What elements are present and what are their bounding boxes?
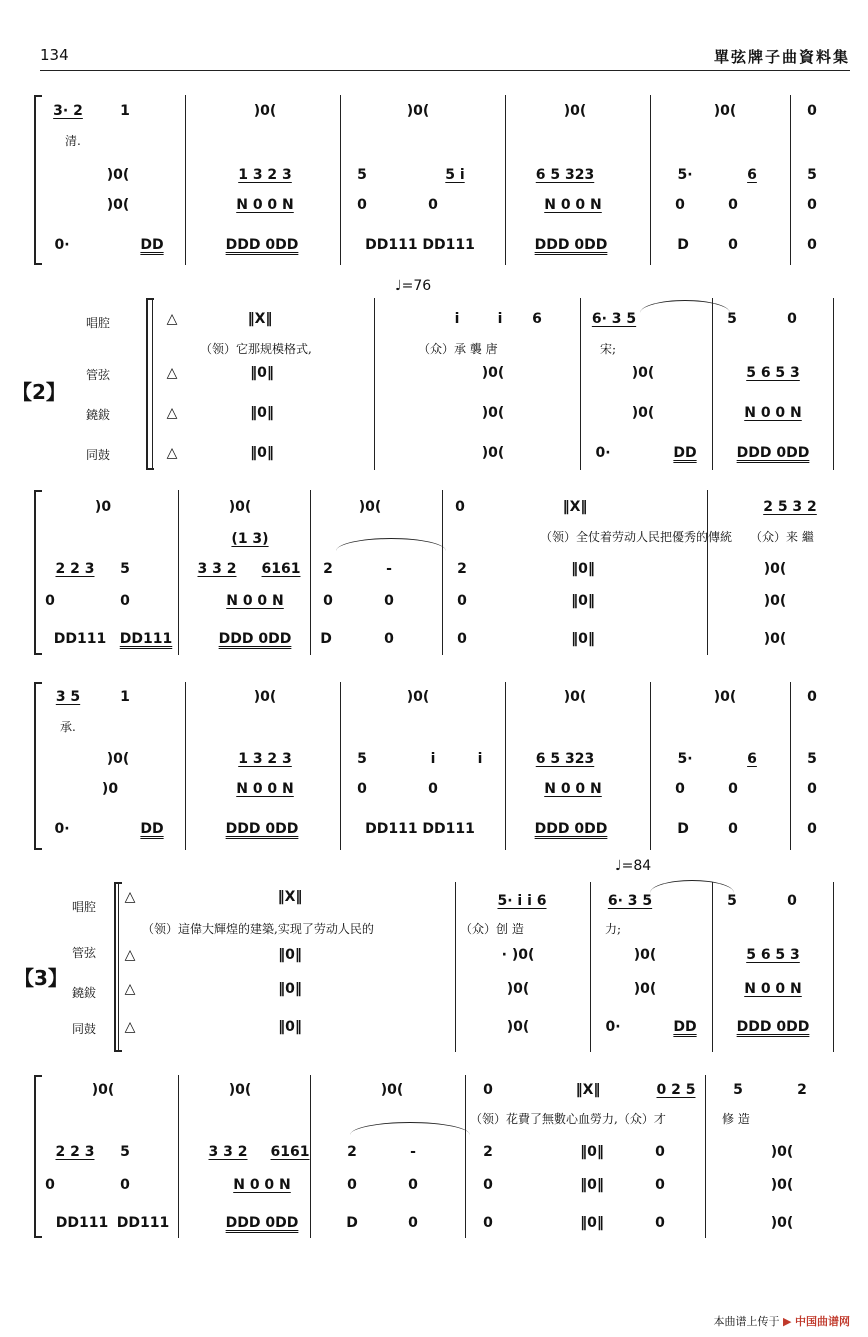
tempo-84: ♩=84: [615, 858, 652, 874]
system-brace: [34, 682, 36, 850]
barline: [442, 490, 443, 655]
notation-cell: 5: [120, 561, 130, 577]
notation-cell: ‖X‖: [247, 311, 273, 327]
notation-cell: 0: [45, 593, 55, 609]
lyric-text: 承.: [60, 720, 76, 734]
label-voice-3: 唱腔: [72, 900, 97, 914]
notation-cell: 0: [728, 237, 738, 253]
notation-cell: i: [454, 311, 460, 327]
notation-cell: DDD 0DD: [534, 821, 608, 837]
notation-cell: 0: [428, 197, 438, 213]
notation-cell: △: [124, 889, 136, 905]
notation-cell: 2: [797, 1082, 807, 1098]
notation-cell: )0(: [770, 1215, 794, 1231]
notation-cell: 0: [457, 631, 467, 647]
notation-cell: 5 6 5 3: [746, 947, 800, 963]
notation-cell: -: [386, 561, 392, 577]
lyric-text: 力;: [605, 922, 622, 936]
notation-cell: DD: [673, 1019, 697, 1035]
barline: [178, 490, 179, 655]
notation-cell: ‖X‖: [277, 889, 303, 905]
notation-cell: 0·: [54, 237, 70, 253]
notation-cell: 1: [120, 689, 130, 705]
header-rule: [40, 70, 850, 71]
notation-cell: )0(: [506, 981, 530, 997]
barline: [374, 298, 375, 470]
notation-cell: 1 3 2 3: [238, 751, 292, 767]
notation-cell: 5·: [677, 167, 693, 183]
system-brace: [34, 1075, 36, 1238]
notation-cell: i: [477, 751, 483, 767]
notation-cell: 5 i: [445, 167, 465, 183]
notation-cell: △: [124, 981, 136, 997]
notation-cell: D: [346, 1215, 358, 1231]
notation-cell: 1: [120, 103, 130, 119]
notation-cell: )0(: [481, 405, 505, 421]
notation-cell: )0(: [506, 1019, 530, 1035]
notation-cell: DDD 0DD: [534, 237, 608, 253]
notation-cell: )0(: [563, 689, 587, 705]
notation-cell: ‖0‖: [580, 1177, 604, 1193]
label-cymbals-2: 鐃鈸: [86, 408, 111, 422]
barline: [340, 95, 341, 265]
notation-cell: D: [320, 631, 332, 647]
notation-cell: ‖0‖: [580, 1215, 604, 1231]
lyric-text: 修 造: [722, 1112, 750, 1126]
notation-cell: 0: [408, 1215, 418, 1231]
notation-cell: N 0 0 N: [544, 781, 602, 797]
notation-cell: ‖X‖: [575, 1082, 601, 1098]
barline: [310, 490, 311, 655]
notation-cell: 3 3 2: [208, 1144, 248, 1160]
notation-cell: 0: [728, 781, 738, 797]
notation-cell: 2 2 3: [55, 561, 95, 577]
notation-cell: )0(: [713, 689, 737, 705]
slur: [350, 1122, 470, 1135]
notation-cell: 0·: [595, 445, 611, 461]
notation-cell: 5: [727, 311, 737, 327]
barline: [650, 682, 651, 850]
notation-cell: 0·: [605, 1019, 621, 1035]
notation-cell: 0·: [54, 821, 70, 837]
barline: [707, 490, 708, 655]
lyric-text: （领）全仗着劳动人民把優秀的傳統: [540, 530, 733, 544]
tempo-76: ♩=76: [395, 278, 432, 294]
page-number: 134: [40, 46, 69, 64]
notation-cell: )0(: [406, 103, 430, 119]
barline: [310, 1075, 311, 1238]
notation-cell: DDD 0DD: [225, 821, 299, 837]
notation-cell: N 0 0 N: [226, 593, 284, 609]
notation-cell: 3· 2: [53, 103, 83, 119]
barline: [178, 1075, 179, 1238]
notation-cell: )0(: [91, 1082, 115, 1098]
barline: [712, 298, 713, 470]
notation-cell: △: [124, 1019, 136, 1035]
barline: [705, 1075, 706, 1238]
notation-cell: N 0 0 N: [236, 781, 294, 797]
notation-cell: ‖0‖: [278, 1019, 302, 1035]
notation-cell: 1 3 2 3: [238, 167, 292, 183]
notation-cell: N 0 0 N: [544, 197, 602, 213]
notation-cell: ‖0‖: [278, 981, 302, 997]
notation-cell: 6 5 323: [535, 751, 595, 767]
notation-cell: 2 5 3 2: [763, 499, 817, 515]
notation-cell: i: [497, 311, 503, 327]
notation-cell: △: [166, 405, 178, 421]
notation-cell: 0: [323, 593, 333, 609]
notation-cell: 5 6 5 3: [746, 365, 800, 381]
notation-cell: DD111: [53, 631, 107, 647]
notation-cell: )0(: [563, 103, 587, 119]
notation-cell: 3 3 2: [197, 561, 237, 577]
system-brace: [34, 490, 36, 655]
barline: [580, 298, 581, 470]
notation-cell: ‖0‖: [571, 561, 595, 577]
notation-cell: 5: [807, 167, 817, 183]
notation-cell: 5: [727, 893, 737, 909]
notation-cell: 6161: [270, 1144, 310, 1160]
notation-cell: △: [166, 365, 178, 381]
notation-cell: 0: [428, 781, 438, 797]
notation-cell: 6 5 323: [535, 167, 595, 183]
lyric-text: （众）承 襲 唐: [418, 342, 498, 356]
notation-cell: D: [677, 821, 689, 837]
notation-cell: )0(: [770, 1144, 794, 1160]
notation-cell: 0: [457, 593, 467, 609]
slur: [650, 880, 734, 893]
notation-cell: )0(: [631, 365, 655, 381]
notation-cell: )0(: [631, 405, 655, 421]
barline: [650, 95, 651, 265]
label-cymbals-3: 鐃鈸: [72, 986, 97, 1000]
notation-cell: 0: [807, 197, 817, 213]
notation-cell: 5·: [677, 751, 693, 767]
barline: [455, 882, 456, 1052]
notation-cell: 0: [807, 103, 817, 119]
label-drum-2: 同鼓: [86, 448, 111, 462]
barline: [833, 882, 834, 1052]
lyric-text: （领）這偉大輝煌的建築,实现了劳动人民的: [142, 922, 374, 936]
notation-cell: DD: [140, 821, 164, 837]
notation-cell: (1 3): [231, 531, 269, 547]
notation-cell: ‖0‖: [580, 1144, 604, 1160]
notation-cell: 0 2 5: [656, 1082, 696, 1098]
notation-cell: ‖0‖: [571, 593, 595, 609]
notation-cell: △: [166, 311, 178, 327]
book-title: 單弦牌子曲資料集: [713, 48, 850, 66]
barline: [833, 298, 834, 470]
notation-cell: DDD 0DD: [736, 1019, 810, 1035]
notation-cell: · )0(: [501, 947, 535, 963]
barline: [465, 1075, 466, 1238]
notation-cell: DD111 DD111: [365, 821, 475, 837]
barline: [505, 682, 506, 850]
notation-cell: N 0 0 N: [236, 197, 294, 213]
notation-cell: ‖0‖: [278, 947, 302, 963]
notation-cell: 0: [787, 311, 797, 327]
notation-cell: DDD 0DD: [225, 237, 299, 253]
notation-cell: ‖0‖: [250, 405, 274, 421]
notation-cell: )0(: [633, 981, 657, 997]
notation-cell: DDD 0DD: [218, 631, 292, 647]
notation-cell: DD: [140, 237, 164, 253]
notation-cell: )0(: [770, 1177, 794, 1193]
notation-cell: 0: [120, 593, 130, 609]
notation-cell: △: [166, 445, 178, 461]
notation-cell: 0: [807, 237, 817, 253]
notation-cell: 2 2 3: [55, 1144, 95, 1160]
system-brace: [34, 95, 36, 265]
notation-cell: DD111 DD111: [365, 237, 475, 253]
notation-cell: )0(: [253, 103, 277, 119]
barline: [340, 682, 341, 850]
notation-cell: N 0 0 N: [744, 405, 802, 421]
notation-cell: 0: [807, 781, 817, 797]
notation-cell: 5· i i 6: [497, 893, 547, 909]
notation-cell: 6: [532, 311, 542, 327]
notation-cell: N 0 0 N: [744, 981, 802, 997]
notation-cell: 0: [728, 197, 738, 213]
notation-cell: -: [410, 1144, 416, 1160]
notation-cell: )0(: [253, 689, 277, 705]
notation-cell: DD111: [55, 1215, 109, 1231]
lyric-text: （众）创 造: [460, 922, 524, 936]
notation-cell: ‖X‖: [562, 499, 588, 515]
notation-cell: 3 5: [55, 689, 81, 705]
notation-cell: 0: [384, 631, 394, 647]
label-voice-2: 唱腔: [86, 316, 111, 330]
notation-cell: DD111: [116, 1215, 170, 1231]
notation-cell: 0: [675, 781, 685, 797]
barline: [185, 95, 186, 265]
system-brace: [146, 298, 148, 470]
notation-cell: N 0 0 N: [233, 1177, 291, 1193]
notation-cell: 6· 3 5: [591, 311, 637, 327]
notation-cell: )0(: [763, 631, 787, 647]
notation-cell: DDD 0DD: [225, 1215, 299, 1231]
notation-cell: )0(: [358, 499, 382, 515]
notation-cell: )0(: [406, 689, 430, 705]
notation-cell: )0(: [481, 445, 505, 461]
notation-cell: 5: [120, 1144, 130, 1160]
footer: [714, 1313, 850, 1329]
notation-cell: 0: [120, 1177, 130, 1193]
notation-cell: 5: [733, 1082, 743, 1098]
notation-cell: )0(: [713, 103, 737, 119]
notation-cell: 0: [483, 1215, 493, 1231]
label-drum-3: 同鼓: [72, 1022, 97, 1036]
notation-cell: 0: [347, 1177, 357, 1193]
notation-cell: ‖0‖: [250, 365, 274, 381]
section-3-marker: 【3】: [14, 966, 68, 990]
site-logo-icon: ▶: [783, 1315, 792, 1328]
section-2-marker: 【2】: [12, 380, 66, 404]
slur: [640, 300, 730, 313]
notation-cell: 2: [457, 561, 467, 577]
barline: [118, 882, 119, 1052]
notation-cell: 0: [357, 197, 367, 213]
notation-cell: 0: [728, 821, 738, 837]
notation-cell: 5: [807, 751, 817, 767]
notation-cell: 0: [483, 1177, 493, 1193]
site-name: 中国曲谱网: [795, 1315, 850, 1328]
notation-cell: )0: [101, 781, 119, 797]
system-brace: [114, 882, 116, 1052]
notation-cell: 0: [807, 821, 817, 837]
barline: [185, 682, 186, 850]
lyric-text: （领）花費了無數心血勞力,（众）才: [470, 1112, 666, 1126]
notation-cell: 0: [655, 1215, 665, 1231]
barline: [152, 298, 153, 470]
notation-cell: 0: [455, 499, 465, 515]
barline: [590, 882, 591, 1052]
barline: [790, 95, 791, 265]
notation-cell: ‖0‖: [571, 631, 595, 647]
notation-cell: i: [430, 751, 436, 767]
lyric-text: （众）来 繼: [750, 530, 814, 544]
notation-cell: 5: [357, 751, 367, 767]
notation-cell: )0(: [106, 197, 130, 213]
notation-cell: 6: [747, 167, 757, 183]
notation-cell: 6161: [261, 561, 301, 577]
barline: [790, 682, 791, 850]
notation-cell: ‖0‖: [250, 445, 274, 461]
slur: [336, 538, 446, 551]
label-strings-3: 管弦: [72, 946, 97, 960]
notation-cell: )0(: [481, 365, 505, 381]
notation-cell: )0(: [763, 561, 787, 577]
notation-cell: 2: [323, 561, 333, 577]
lyric-text: （领）它那规模格式,: [200, 342, 312, 356]
notation-cell: )0(: [633, 947, 657, 963]
notation-cell: DD: [673, 445, 697, 461]
notation-cell: 0: [675, 197, 685, 213]
lyric-text: 清.: [65, 134, 81, 148]
notation-cell: )0(: [106, 167, 130, 183]
notation-cell: )0: [94, 499, 112, 515]
notation-cell: )0(: [228, 499, 252, 515]
notation-cell: △: [124, 947, 136, 963]
notation-cell: 0: [655, 1144, 665, 1160]
barline: [712, 882, 713, 1052]
notation-cell: )0(: [380, 1082, 404, 1098]
notation-cell: DD111: [119, 631, 173, 647]
notation-cell: 0: [357, 781, 367, 797]
notation-cell: 6· 3 5: [607, 893, 653, 909]
label-strings-2: 管弦: [86, 368, 111, 382]
notation-cell: 6: [747, 751, 757, 767]
notation-cell: 0: [655, 1177, 665, 1193]
notation-cell: 2: [483, 1144, 493, 1160]
notation-cell: 2: [347, 1144, 357, 1160]
notation-cell: )0(: [106, 751, 130, 767]
notation-cell: 0: [483, 1082, 493, 1098]
notation-cell: 0: [408, 1177, 418, 1193]
notation-cell: )0(: [228, 1082, 252, 1098]
footer-text: 本曲谱上传于: [713, 1315, 780, 1328]
notation-cell: DDD 0DD: [736, 445, 810, 461]
notation-cell: )0(: [763, 593, 787, 609]
notation-cell: D: [677, 237, 689, 253]
notation-cell: 0: [787, 893, 797, 909]
notation-cell: 0: [384, 593, 394, 609]
barline: [505, 95, 506, 265]
notation-cell: 5: [357, 167, 367, 183]
notation-cell: 0: [45, 1177, 55, 1193]
lyric-text: 宋;: [600, 342, 617, 356]
notation-cell: 0: [807, 689, 817, 705]
